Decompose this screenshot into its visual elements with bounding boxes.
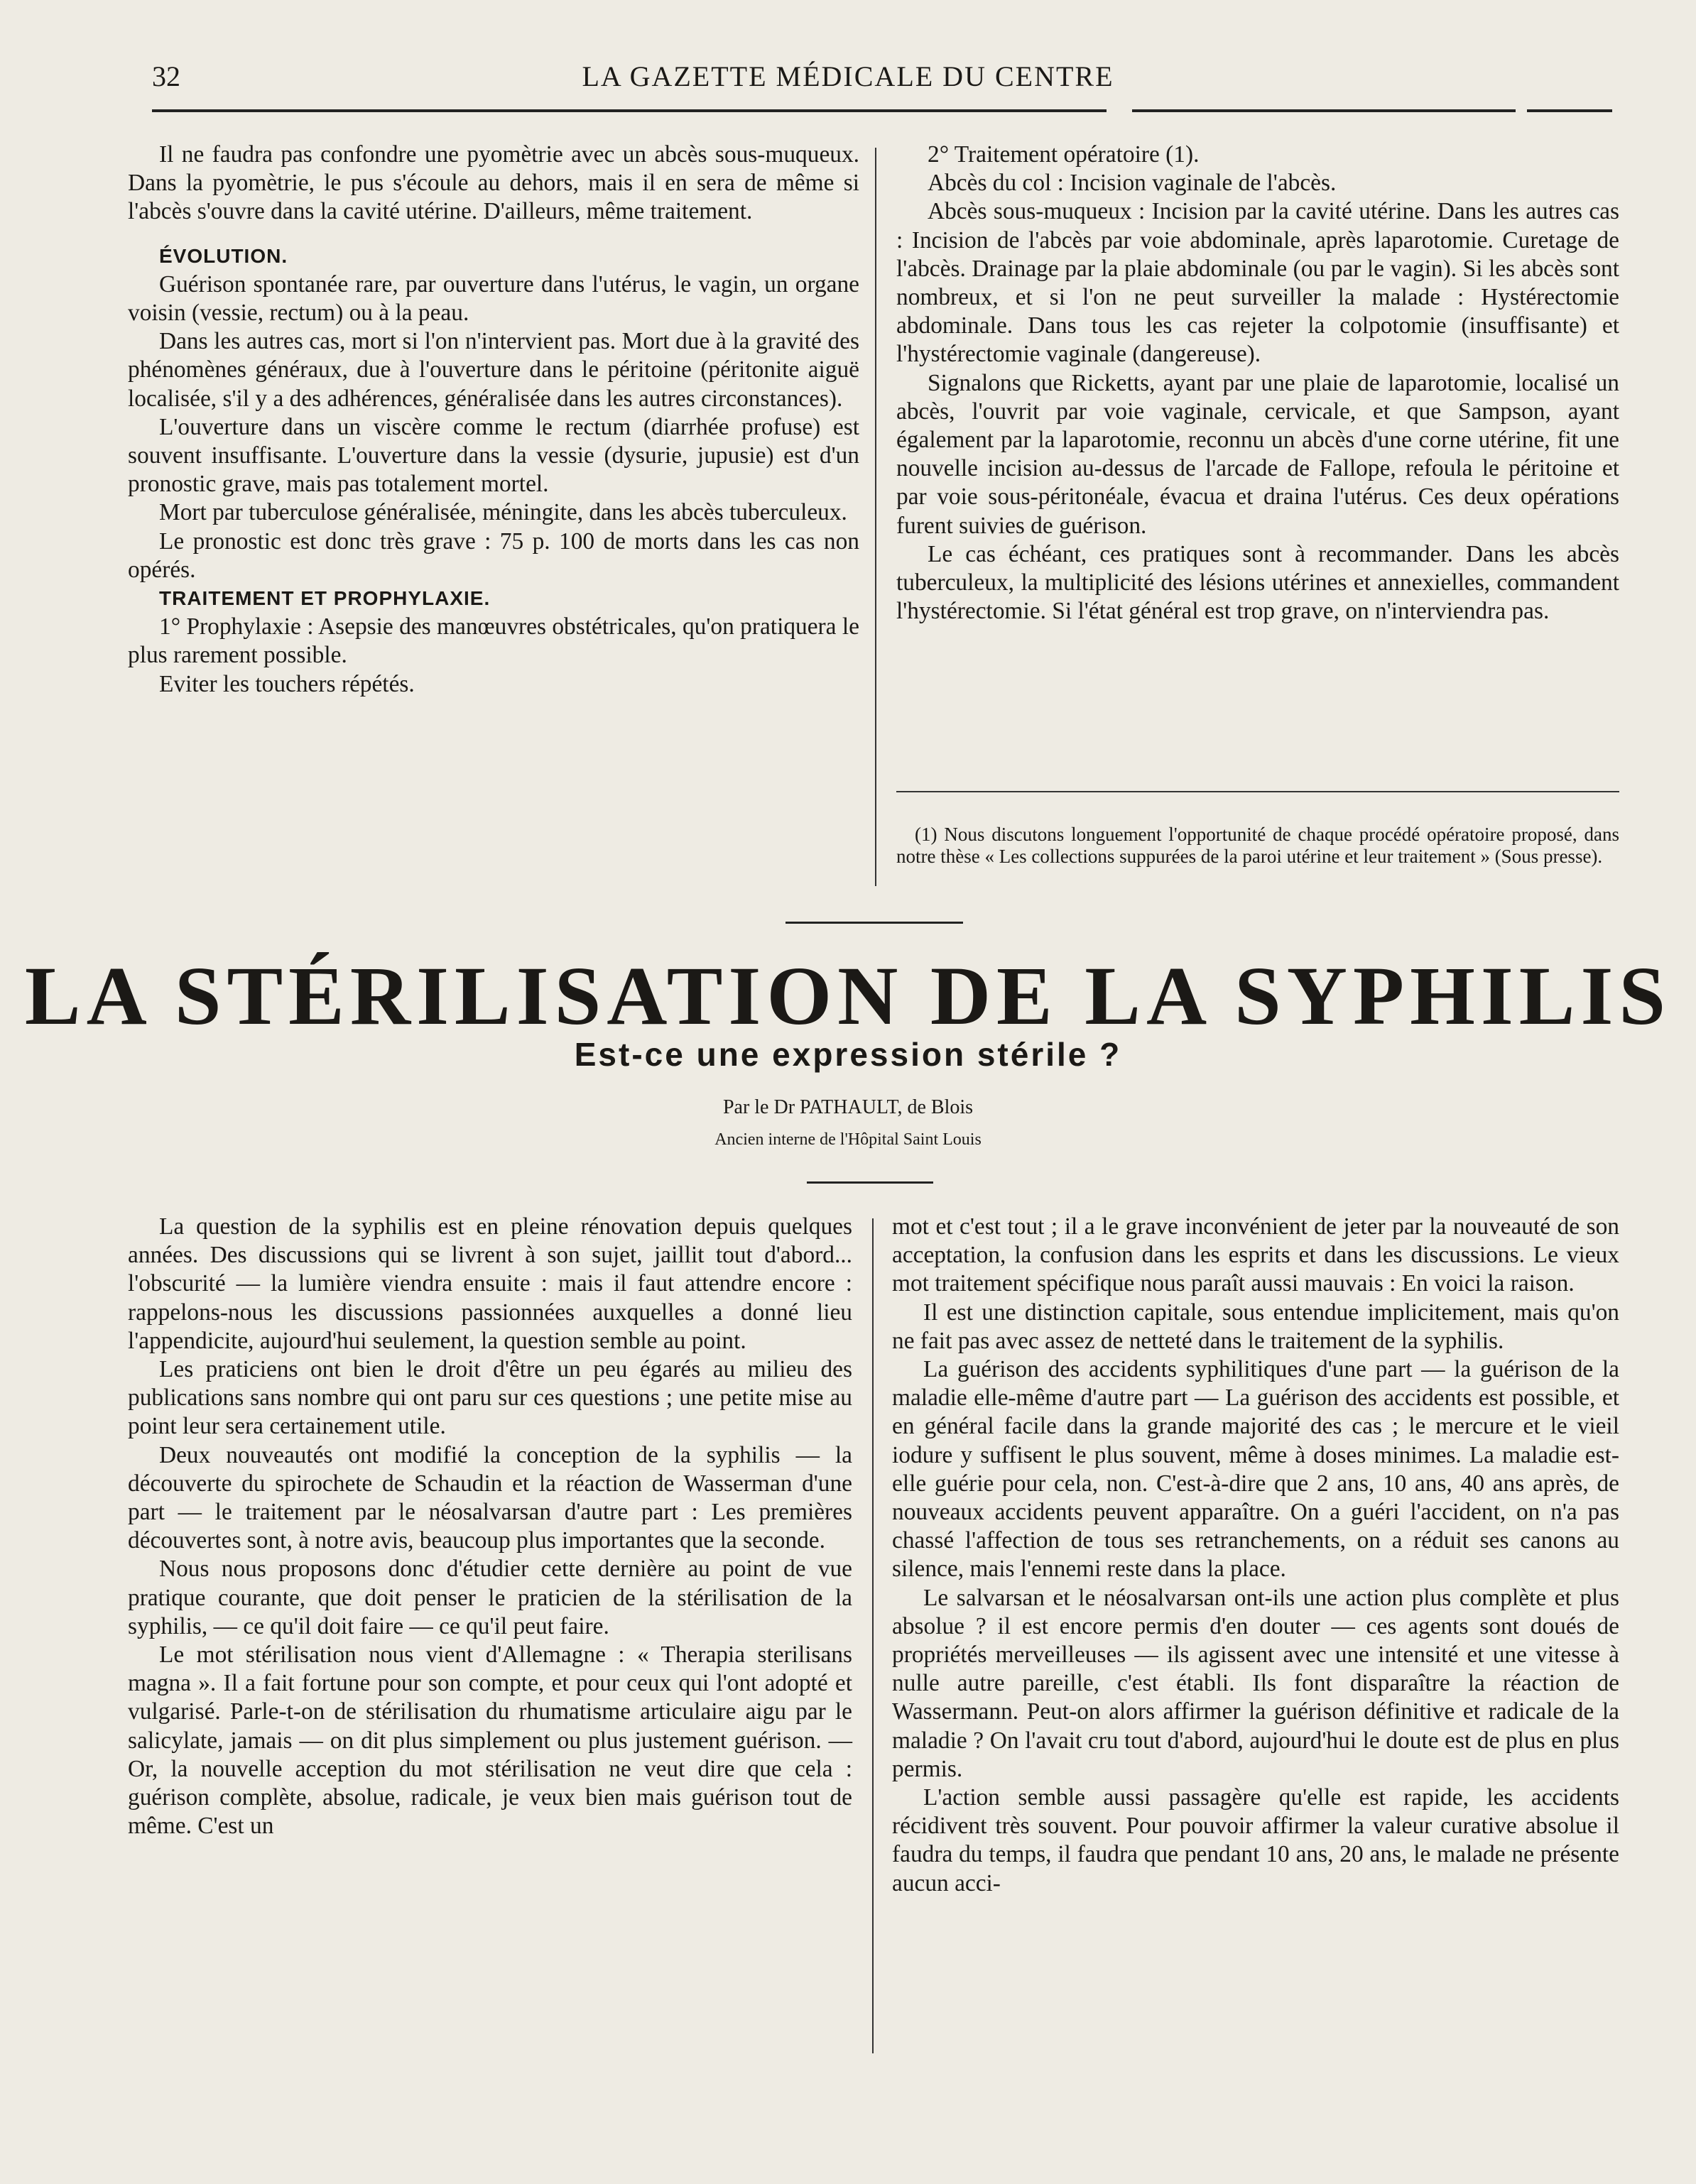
bottom-left-column xyxy=(128,1213,852,1840)
byline-rule xyxy=(807,1181,933,1184)
paragraph: mot et c'est tout ; il a le grave inconvénient de jeter par la nouveauté de son acceptation, la confusion dans les esprits et dans les discussions. Le vieux mot traitement spécifique nous paraît aussi mauvais : En voici la raison. xyxy=(892,1213,1619,1297)
paragraph: Deux nouveautés ont modifié la conception de la syphilis — la découverte du spirochete de Schaudin et la réaction de Wasserman d'une part — le traitement par le néosalvarsan d'autre part : Les premières découvertes sont, à notre avis, beaucoup plus importantes que la seconde. xyxy=(128,1441,852,1554)
paragraph: Dans les autres cas, mort si l'on n'intervient pas. Mort due à la gravité des phénomènes généraux, due à l'ouverture dans le péritoine (péritonite aiguë localisée, s'il y a des adhérences, généralisée dans les autres circonstances). xyxy=(128,328,859,412)
article-subtitle: Est-ce une expression stérile ? xyxy=(574,1036,1122,1073)
column-divider xyxy=(875,148,876,886)
paragraph: Signalons que Ricketts, ayant par une plaie de laparotomie, localisé un abcès, l'ouvrit par voie vaginale, cervicale, et que Sampson, ayant également par la laparotomie, reconnu un abcès d'une corne utérine, fit une nouvelle incision au-dessus de l'arcade de Fallope, refoula le péritoine et par voie sous-péritonéale, évacua et draina l'utérus. Ces deux opérations furent suivies de guérison. xyxy=(896,369,1619,539)
footnote-text: (1) Nous discutons longuement l'opportunité de chaque procédé opératoire proposé, dans notre thèse « Les collections suppurées de la paroi utérine et leur traitement » (Sous presse). xyxy=(896,824,1619,867)
paragraph: Il est une distinction capitale, sous entendue implicitement, mais qu'on ne fait pas avec assez de netteté dans le traitement de la syphilis. xyxy=(892,1299,1619,1354)
section-heading-traitement: TRAITEMENT ET PROPHYLAXIE. xyxy=(159,587,491,610)
paragraph: L'action semble aussi passagère qu'elle est rapide, les accidents récidivent très souvent. Pour pouvoir affirmer la valeur curative absolue il faudra du temps, il faudra que pendant 10 ans, 20 ans, le malade ne présente aucun acci- xyxy=(892,1784,1619,1896)
paragraph: 2° Traitement opératoire (1). xyxy=(928,141,1200,168)
paragraph: Le pronostic est donc très grave : 75 p. 100 de morts dans les cas non opérés. xyxy=(128,528,859,583)
paragraph: Eviter les touchers répétés. xyxy=(159,670,415,697)
header-rule-tail xyxy=(1527,109,1612,112)
article-title: LA STÉRILISATION DE LA SYPHILIS xyxy=(24,949,1672,1042)
paragraph: La question de la syphilis est en pleine rénovation depuis quelques années. Des discussions qui se livrent à son sujet, jaillit tout d'abord... l'obscurité — la lumière viendra ensuite : mais il faut attendre encore : rappelons-nous les discussions passionnées auxquelles a donné lieu l'appendicite, aujourd'hui seulement, la question semble au point. xyxy=(128,1213,852,1354)
section-rule xyxy=(786,922,963,924)
paragraph: Abcès sous-muqueux : Incision par la cavité utérine. Dans les autres cas : Incision de l'abcès par voie abdominale, après laparotomie. Curetage de l'abcès. Drainage par la plaie abdominale (ou par le vagin). Si les abcès sont nombreux, et si l'on ne peut surveiller la malade : Hystérectomie abdominale. Dans tous les cas rejeter la colpotomie (insuffisante) et l'hystérectomie vaginale (dangereuse). xyxy=(896,198,1619,368)
paragraph: La guérison des accidents syphilitiques d'une part — la guérison de la maladie elle-même d'autre part — La guérison des accidents est possible, et en général facile dans la grande majorité des cas ; le mercure et le vieil iodure y suffisent le plus souvent, même à doses minimes. La maladie est-elle guérie pour cela, non. C'est-à-dire que 2 ans, 10 ans, 40 ans après, de nouveaux accidents peuvent apparaître. On a guéri l'accident, on n'a pas chassé l'affection de tous ses retranchements, on a réduit ses canons au silence, mais l'ennemi reste dans la place. xyxy=(892,1356,1619,1583)
paragraph: Guérison spontanée rare, par ouverture dans l'utérus, le vagin, un organe voisin (vessie, rectum) ou à la peau. xyxy=(128,271,859,327)
section-heading-evolution: ÉVOLUTION. xyxy=(159,244,288,267)
author-affiliation: Ancien interne de l'Hôpital Saint Louis xyxy=(714,1130,982,1149)
footnote xyxy=(896,824,1619,868)
bottom-right-column xyxy=(892,1213,1619,1898)
paragraph: Les praticiens ont bien le droit d'être un peu égarés au milieu des publications sans nombre qui ont paru sur ces questions ; une petite mise au point leur sera certainement utile. xyxy=(128,1356,852,1440)
journal-title: LA GAZETTE MÉDICALE DU CENTRE xyxy=(582,60,1114,92)
header-rule xyxy=(152,109,1107,112)
top-right-column xyxy=(896,141,1619,626)
article-byline: Par le Dr PATHAULT, de Blois xyxy=(722,1096,974,1118)
paragraph: Mort par tuberculose généralisée, méningite, dans les abcès tuberculeux. xyxy=(159,499,847,526)
paragraph: Nous nous proposons donc d'étudier cette dernière au point de vue pratique courante, que doit penser le praticien de la stérilisation de la syphilis, — ce qu'il doit faire — ce qu'il peut faire. xyxy=(128,1556,852,1639)
paragraph: Abcès du col : Incision vaginale de l'abcès. xyxy=(928,170,1337,197)
column-divider-bottom xyxy=(872,1218,874,2053)
paragraph: Le salvarsan et le néosalvarsan ont-ils une action plus complète et plus absolue ? il est encore permis d'en douter — ces agents sont doués de propriétés merveilleuses — ils agissent avec une intensité et une vitesse à nulle autre pareille, c'est établi. Ils font disparaître la réaction de Wassermann. Peut-on alors affirmer la guérison définitive et radicale de la maladie ? On l'avait cru tout d'abord, aujourd'hui le doute est de plus en plus permis. xyxy=(892,1584,1619,1782)
paragraph: Il ne faudra pas confondre une pyomètrie avec un abcès sous-muqueux. Dans la pyomètrie, le pus s'écoule au dehors, mais il en sera de même si l'abcès s'ouvre dans la cavité utérine. D'ailleurs, même traitement. xyxy=(128,141,859,225)
top-left-column xyxy=(128,141,859,699)
footnote-rule xyxy=(896,791,1619,792)
paragraph: 1° Prophylaxie : Asepsie des manœuvres obstétricales, qu'on pratiquera le plus rarement possible. xyxy=(128,613,859,669)
page-number: 32 xyxy=(152,60,180,92)
header-rule-right xyxy=(1132,109,1516,112)
paragraph: L'ouverture dans un viscère comme le rectum (diarrhée profuse) est souvent insuffisante. L'ouverture dans la vessie (dysurie, jupusie) est d'un pronostic grave, mais pas totalement mortel. xyxy=(128,413,859,498)
paragraph: Le mot stérilisation nous vient d'Allemagne : « Therapia sterilisans magna ». Il a fait fortune pour son compte, et pour ceux qui l'ont adopté et vulgarisé. Parle-t-on de stérilisation du rhumatisme articulaire aigu par le salicylate, jamais — on dit plus simplement ou plus justement guérison. — Or, la nouvelle acception du mot stérilisation ne veut dire que cela : guérison complète, absolue, radicale, je veux bien mais guérison tout de même. C'est un xyxy=(128,1642,852,1840)
paragraph: Le cas échéant, ces pratiques sont à recommander. Dans les abcès tuberculeux, la multiplicité des lésions utérines et annexielles, commandent l'hystérectomie. Si l'état général est trop grave, on n'interviendra pas. xyxy=(896,540,1619,625)
